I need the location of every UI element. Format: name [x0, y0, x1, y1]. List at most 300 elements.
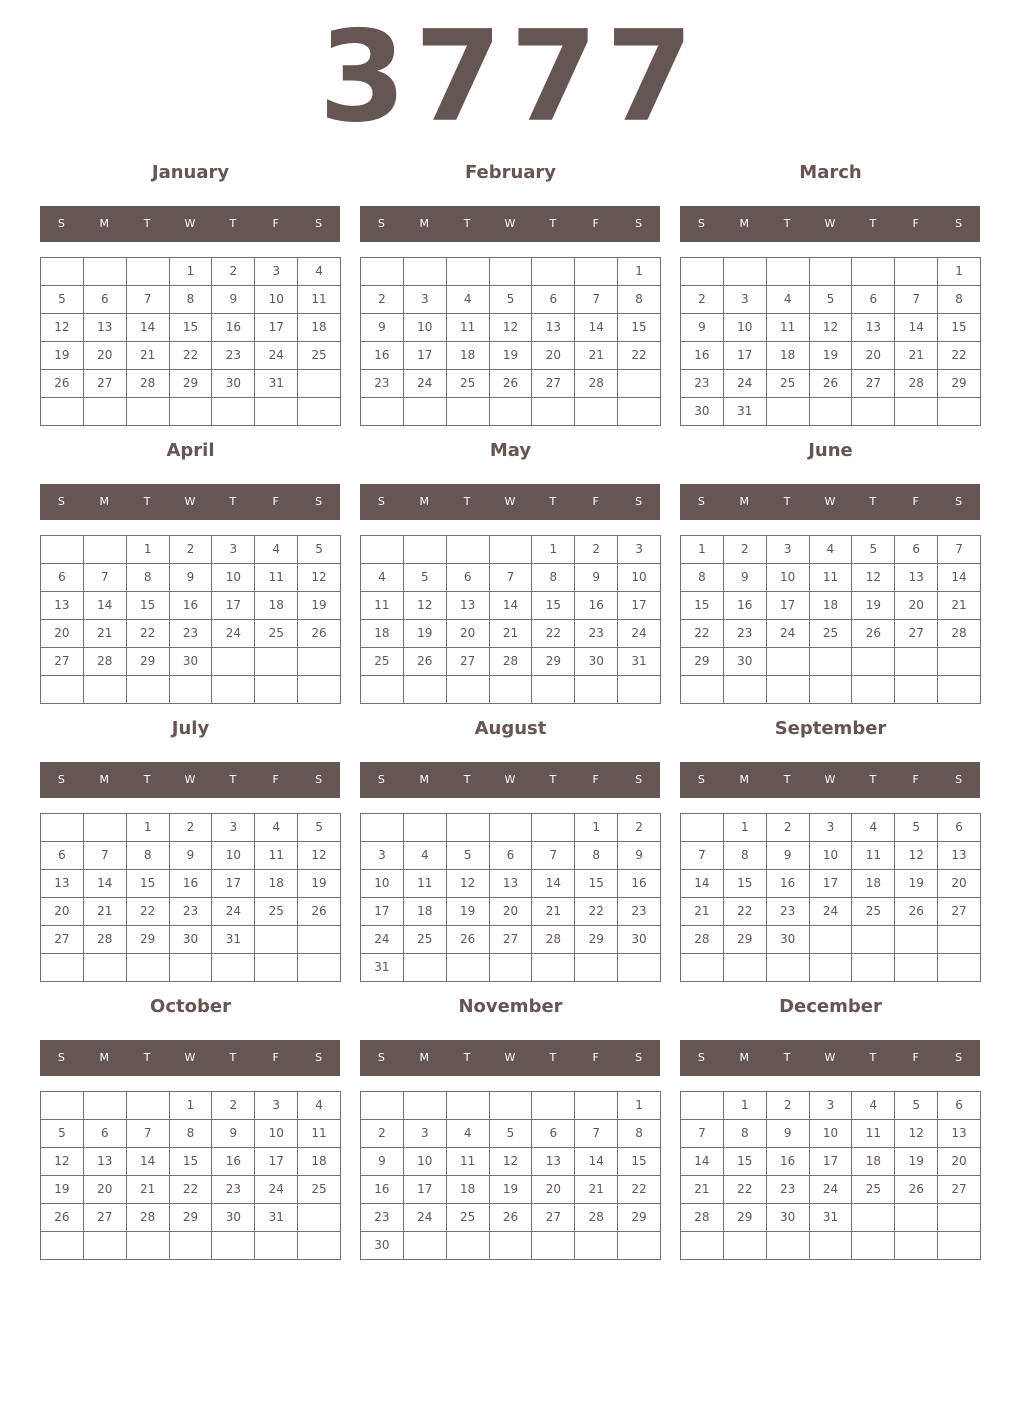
day-cell	[41, 676, 84, 704]
weekday-label: W	[504, 1051, 516, 1064]
day-cell: 7	[895, 286, 938, 314]
weekday-label: W	[824, 495, 836, 508]
day-cell: 3	[767, 536, 810, 564]
day-cell: 27	[41, 926, 84, 954]
day-cell: 7	[490, 564, 533, 592]
day-cell: 22	[618, 1176, 661, 1204]
day-cell: 2	[767, 1092, 810, 1120]
day-cell	[681, 814, 724, 842]
month-name: October	[150, 996, 231, 1017]
day-cell: 3	[810, 814, 853, 842]
day-cell	[212, 1232, 255, 1260]
day-cell: 24	[404, 1204, 447, 1232]
weekday-label: S	[635, 495, 643, 508]
weekday-label: W	[184, 495, 196, 508]
weekday-label: F	[912, 495, 919, 508]
day-cell: 21	[575, 1176, 618, 1204]
day-cell: 27	[490, 926, 533, 954]
day-cell: 26	[490, 370, 533, 398]
day-cell: 23	[618, 898, 661, 926]
day-cell: 25	[447, 1204, 490, 1232]
day-cell: 10	[212, 564, 255, 592]
day-cell	[938, 648, 981, 676]
day-cell: 27	[938, 1176, 981, 1204]
day-cell: 3	[810, 1092, 853, 1120]
day-cell: 25	[767, 370, 810, 398]
day-cell: 9	[212, 1120, 255, 1148]
weekday-label: S	[57, 773, 65, 786]
day-cell	[575, 676, 618, 704]
day-cell: 13	[41, 870, 84, 898]
day-cell: 24	[255, 342, 298, 370]
day-cell: 1	[724, 814, 767, 842]
day-cell	[212, 676, 255, 704]
day-cell: 31	[724, 398, 767, 426]
day-cell: 18	[298, 1148, 341, 1176]
day-cell: 15	[170, 314, 213, 342]
day-cell	[404, 676, 447, 704]
day-cell	[575, 398, 618, 426]
day-cell: 26	[41, 370, 84, 398]
day-cell	[404, 1232, 447, 1260]
day-cell: 27	[852, 370, 895, 398]
day-cell: 11	[255, 564, 298, 592]
day-cell: 14	[490, 592, 533, 620]
day-cell	[127, 1232, 170, 1260]
day-cell: 2	[170, 814, 213, 842]
weekday-header	[360, 1040, 660, 1076]
day-cell	[127, 1092, 170, 1120]
weekday-label: S	[57, 495, 65, 508]
day-cell: 7	[938, 536, 981, 564]
day-cell: 12	[490, 1148, 533, 1176]
day-cell: 25	[404, 926, 447, 954]
weekday-label: M	[419, 217, 430, 230]
day-cell: 29	[575, 926, 618, 954]
day-cell	[490, 398, 533, 426]
day-grid	[680, 257, 981, 426]
day-cell: 1	[170, 258, 213, 286]
day-cell: 11	[852, 842, 895, 870]
day-grid	[680, 535, 981, 704]
day-cell: 20	[84, 342, 127, 370]
day-cell: 28	[681, 926, 724, 954]
day-cell: 4	[298, 1092, 341, 1120]
day-cell	[532, 814, 575, 842]
day-cell	[938, 1232, 981, 1260]
weekday-label: T	[783, 217, 791, 230]
day-cell: 10	[361, 870, 404, 898]
day-cell	[84, 676, 127, 704]
day-grid	[40, 535, 341, 704]
weekday-header	[680, 1040, 980, 1076]
day-cell: 30	[212, 1204, 255, 1232]
day-cell: 17	[724, 342, 767, 370]
day-cell: 9	[767, 842, 810, 870]
weekday-label: W	[184, 1051, 196, 1064]
weekday-label: M	[419, 773, 430, 786]
day-cell: 7	[575, 1120, 618, 1148]
day-cell	[404, 258, 447, 286]
day-cell: 2	[618, 814, 661, 842]
day-cell	[532, 676, 575, 704]
day-cell: 11	[361, 592, 404, 620]
month-name: March	[799, 162, 862, 183]
day-cell	[895, 398, 938, 426]
day-cell	[490, 814, 533, 842]
day-cell: 12	[298, 842, 341, 870]
day-cell: 4	[361, 564, 404, 592]
day-cell: 21	[681, 1176, 724, 1204]
day-cell	[84, 398, 127, 426]
day-cell: 7	[84, 564, 127, 592]
day-cell: 18	[255, 592, 298, 620]
day-cell: 11	[447, 1148, 490, 1176]
day-cell: 7	[681, 1120, 724, 1148]
day-cell: 19	[895, 1148, 938, 1176]
day-cell: 26	[810, 370, 853, 398]
day-cell: 4	[447, 1120, 490, 1148]
day-cell: 11	[767, 314, 810, 342]
day-cell	[767, 954, 810, 982]
day-cell: 1	[170, 1092, 213, 1120]
day-cell: 14	[532, 870, 575, 898]
day-cell: 23	[767, 898, 810, 926]
day-cell	[532, 1232, 575, 1260]
day-cell: 12	[490, 314, 533, 342]
day-cell: 7	[532, 842, 575, 870]
day-cell: 21	[490, 620, 533, 648]
day-cell: 29	[618, 1204, 661, 1232]
weekday-label: S	[57, 217, 65, 230]
day-cell: 29	[170, 1204, 213, 1232]
day-cell	[852, 648, 895, 676]
weekday-label: F	[912, 773, 919, 786]
day-cell: 30	[618, 926, 661, 954]
day-cell: 25	[361, 648, 404, 676]
day-cell	[575, 1092, 618, 1120]
weekday-label: S	[377, 1051, 385, 1064]
day-cell: 30	[361, 1232, 404, 1260]
weekday-label: S	[697, 217, 705, 230]
day-cell: 16	[170, 870, 213, 898]
weekday-label: S	[635, 773, 643, 786]
weekday-label: S	[377, 773, 385, 786]
weekday-label: W	[184, 773, 196, 786]
day-cell: 5	[490, 286, 533, 314]
day-cell: 24	[212, 898, 255, 926]
day-cell: 13	[852, 314, 895, 342]
day-cell	[298, 1204, 341, 1232]
day-cell	[84, 1232, 127, 1260]
day-cell: 24	[404, 370, 447, 398]
month-name: July	[171, 718, 210, 739]
day-cell: 3	[212, 814, 255, 842]
weekday-label: T	[549, 773, 557, 786]
day-cell: 19	[490, 342, 533, 370]
weekday-label: S	[57, 1051, 65, 1064]
day-cell	[84, 1092, 127, 1120]
day-cell	[490, 954, 533, 982]
day-cell	[724, 954, 767, 982]
weekday-header	[40, 1040, 340, 1076]
day-cell: 9	[681, 314, 724, 342]
day-cell: 16	[767, 1148, 810, 1176]
day-cell: 20	[938, 870, 981, 898]
day-cell: 5	[810, 286, 853, 314]
day-cell: 9	[575, 564, 618, 592]
day-cell: 12	[41, 314, 84, 342]
day-cell: 21	[895, 342, 938, 370]
day-cell: 25	[255, 620, 298, 648]
day-cell: 30	[170, 926, 213, 954]
day-cell	[938, 676, 981, 704]
day-cell: 24	[212, 620, 255, 648]
day-cell: 13	[532, 314, 575, 342]
day-cell: 13	[447, 592, 490, 620]
day-cell	[532, 398, 575, 426]
day-cell: 25	[298, 1176, 341, 1204]
day-cell	[490, 258, 533, 286]
day-cell: 29	[724, 926, 767, 954]
weekday-label: F	[272, 217, 279, 230]
day-cell: 12	[810, 314, 853, 342]
day-cell: 3	[404, 1120, 447, 1148]
day-cell: 16	[618, 870, 661, 898]
day-cell: 19	[810, 342, 853, 370]
day-cell: 8	[532, 564, 575, 592]
day-cell: 12	[447, 870, 490, 898]
day-cell	[298, 398, 341, 426]
weekday-label: S	[955, 495, 963, 508]
day-cell	[255, 926, 298, 954]
day-cell: 4	[852, 814, 895, 842]
day-cell: 16	[724, 592, 767, 620]
day-cell: 2	[575, 536, 618, 564]
day-cell: 31	[810, 1204, 853, 1232]
day-cell	[852, 258, 895, 286]
day-cell: 25	[810, 620, 853, 648]
day-cell: 4	[255, 536, 298, 564]
weekday-label: T	[463, 1051, 471, 1064]
day-cell: 9	[170, 564, 213, 592]
month-name: September	[774, 718, 887, 739]
day-cell: 8	[938, 286, 981, 314]
day-cell: 3	[404, 286, 447, 314]
day-cell: 19	[298, 592, 341, 620]
day-cell	[447, 536, 490, 564]
weekday-label: F	[592, 773, 599, 786]
weekday-label: M	[739, 495, 750, 508]
day-cell: 22	[724, 1176, 767, 1204]
day-cell	[895, 1204, 938, 1232]
day-cell	[767, 676, 810, 704]
day-cell	[767, 648, 810, 676]
day-cell	[41, 954, 84, 982]
day-cell: 14	[681, 1148, 724, 1176]
day-cell: 10	[212, 842, 255, 870]
day-cell	[767, 258, 810, 286]
day-cell: 18	[404, 898, 447, 926]
day-cell: 29	[681, 648, 724, 676]
day-cell: 6	[895, 536, 938, 564]
weekday-label: S	[697, 495, 705, 508]
day-grid	[680, 813, 981, 982]
day-cell: 21	[127, 1176, 170, 1204]
day-cell: 26	[895, 898, 938, 926]
day-cell: 8	[724, 842, 767, 870]
weekday-label: M	[419, 495, 430, 508]
day-cell: 28	[490, 648, 533, 676]
day-cell: 20	[490, 898, 533, 926]
day-cell	[532, 258, 575, 286]
day-cell: 8	[575, 842, 618, 870]
day-cell	[810, 398, 853, 426]
weekday-label: M	[739, 773, 750, 786]
day-cell: 30	[767, 1204, 810, 1232]
day-cell: 1	[938, 258, 981, 286]
day-cell	[490, 536, 533, 564]
day-cell	[127, 954, 170, 982]
day-cell: 21	[84, 898, 127, 926]
day-cell: 1	[724, 1092, 767, 1120]
day-cell	[575, 1232, 618, 1260]
day-cell: 13	[84, 1148, 127, 1176]
weekday-label: T	[229, 1051, 237, 1064]
day-cell	[447, 954, 490, 982]
day-cell: 10	[767, 564, 810, 592]
day-cell	[490, 1092, 533, 1120]
day-cell: 2	[681, 286, 724, 314]
day-cell: 1	[618, 258, 661, 286]
day-cell: 18	[767, 342, 810, 370]
weekday-label: T	[549, 217, 557, 230]
day-cell: 16	[681, 342, 724, 370]
weekday-label: S	[697, 1051, 705, 1064]
day-cell: 11	[810, 564, 853, 592]
day-cell: 10	[404, 1148, 447, 1176]
weekday-label: W	[504, 217, 516, 230]
day-cell: 14	[681, 870, 724, 898]
day-cell: 23	[767, 1176, 810, 1204]
day-cell: 2	[767, 814, 810, 842]
day-cell: 31	[212, 926, 255, 954]
day-cell: 30	[575, 648, 618, 676]
day-cell: 13	[490, 870, 533, 898]
day-cell: 5	[895, 1092, 938, 1120]
day-cell	[41, 536, 84, 564]
day-cell	[361, 398, 404, 426]
weekday-header	[40, 762, 340, 798]
day-cell	[810, 676, 853, 704]
day-cell	[255, 1232, 298, 1260]
weekday-label: F	[912, 1051, 919, 1064]
day-cell	[170, 676, 213, 704]
weekday-label: W	[824, 217, 836, 230]
weekday-label: S	[315, 217, 323, 230]
day-cell	[212, 648, 255, 676]
day-cell: 16	[212, 1148, 255, 1176]
day-cell: 18	[852, 1148, 895, 1176]
day-cell: 29	[724, 1204, 767, 1232]
weekday-label: F	[592, 1051, 599, 1064]
day-cell: 9	[361, 314, 404, 342]
day-grid	[40, 813, 341, 982]
day-cell: 8	[170, 286, 213, 314]
day-cell: 31	[361, 954, 404, 982]
day-cell	[447, 1232, 490, 1260]
weekday-label: F	[272, 773, 279, 786]
day-cell	[404, 398, 447, 426]
day-cell: 26	[490, 1204, 533, 1232]
day-cell: 3	[255, 258, 298, 286]
day-cell	[404, 954, 447, 982]
day-cell: 24	[618, 620, 661, 648]
day-cell: 28	[575, 370, 618, 398]
day-cell	[938, 398, 981, 426]
day-cell: 16	[212, 314, 255, 342]
day-cell: 27	[895, 620, 938, 648]
day-cell: 11	[447, 314, 490, 342]
day-cell	[298, 1232, 341, 1260]
day-cell: 24	[810, 898, 853, 926]
day-cell	[41, 1232, 84, 1260]
day-cell: 6	[41, 564, 84, 592]
day-cell: 1	[127, 814, 170, 842]
day-cell: 14	[127, 1148, 170, 1176]
day-cell: 17	[767, 592, 810, 620]
day-cell	[255, 676, 298, 704]
day-cell: 22	[681, 620, 724, 648]
day-cell: 24	[361, 926, 404, 954]
day-cell: 20	[447, 620, 490, 648]
day-cell	[361, 814, 404, 842]
day-cell	[810, 258, 853, 286]
day-cell: 16	[361, 1176, 404, 1204]
weekday-label: M	[99, 495, 110, 508]
day-cell: 22	[170, 1176, 213, 1204]
weekday-label: T	[783, 495, 791, 508]
day-cell	[852, 398, 895, 426]
day-cell	[127, 676, 170, 704]
day-cell: 18	[852, 870, 895, 898]
weekday-label: W	[824, 1051, 836, 1064]
day-grid	[360, 813, 661, 982]
day-cell	[618, 370, 661, 398]
day-cell	[810, 926, 853, 954]
day-cell: 20	[895, 592, 938, 620]
day-cell	[298, 676, 341, 704]
weekday-label: M	[99, 217, 110, 230]
day-cell: 25	[447, 370, 490, 398]
day-cell: 9	[618, 842, 661, 870]
day-cell: 24	[724, 370, 767, 398]
day-cell: 14	[84, 592, 127, 620]
day-cell: 28	[681, 1204, 724, 1232]
day-cell	[170, 1232, 213, 1260]
weekday-header	[40, 206, 340, 242]
day-cell: 25	[852, 898, 895, 926]
day-cell: 15	[618, 314, 661, 342]
day-cell: 15	[724, 870, 767, 898]
day-cell: 14	[84, 870, 127, 898]
weekday-label: T	[143, 495, 151, 508]
day-cell	[41, 1092, 84, 1120]
day-cell: 19	[41, 1176, 84, 1204]
day-cell: 3	[618, 536, 661, 564]
day-cell: 2	[212, 1092, 255, 1120]
day-cell: 10	[618, 564, 661, 592]
